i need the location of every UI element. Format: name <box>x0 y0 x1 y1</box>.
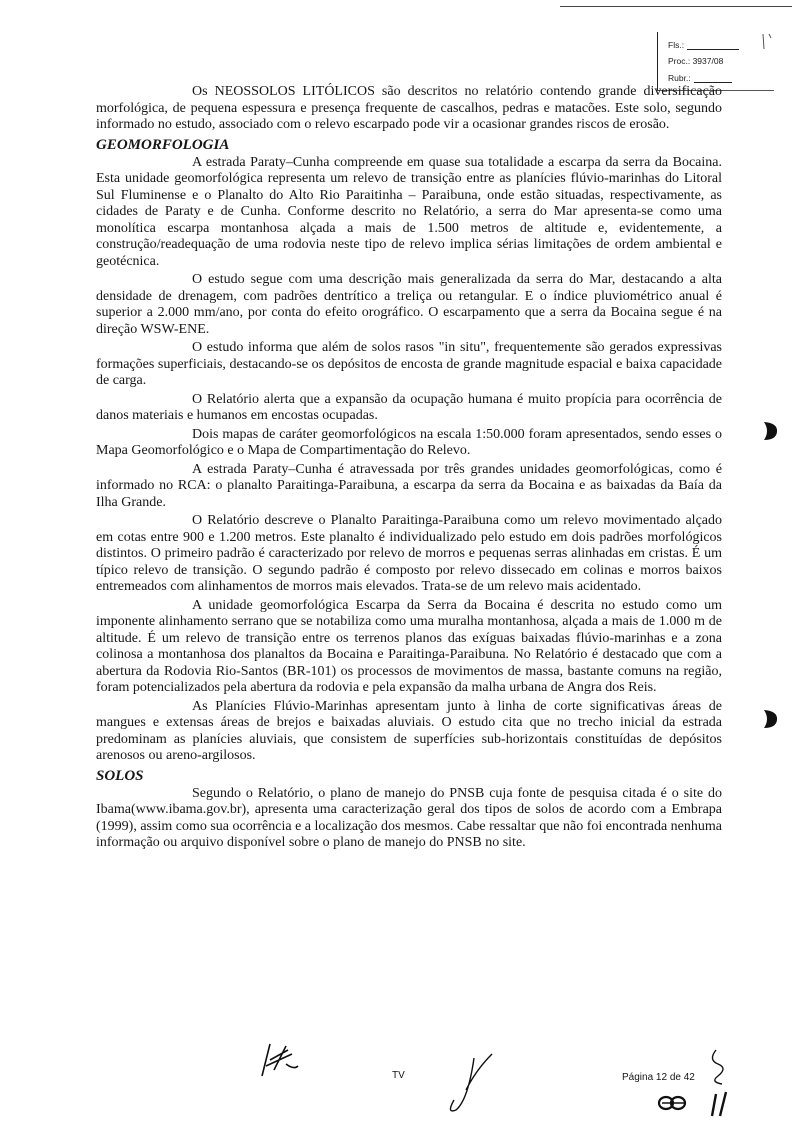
stamp-proc-label: Proc.: <box>668 56 691 66</box>
page-number: Página 12 de 42 <box>622 1072 695 1083</box>
stamp-fls-row <box>668 40 739 50</box>
footer-initials: TV <box>392 1070 405 1081</box>
stamp-proc-value: 3937/08 <box>692 56 724 66</box>
top-rule <box>560 6 792 7</box>
paragraph-geo-1: A estrada Paraty–Cunha compreende em quase sua totalidade a escarpa da serra da Bocaina. Esta unidade geomorfológica representa um relevo de transição entre as planícies flúvio-marinhas do Litoral Sul Fluminense e o Planalto do Alto Rio Paraitinha – Paraibuna, onde estão situadas, respectivamente, as cidades de Paraty e de Cunha. Conforme descrito no Relatório, a serra do Mar apresenta-se como uma monolítica escarpa montanhosa alçada a mais de 1.500 metros de altitude e, evidentemente, a construção/readequação de uma rodovia neste tipo de relevo implica sérias limitações de ordem ambiental e geotécnica. <box>96 154 722 269</box>
paragraph-geo-4: O Relatório alerta que a expansão da ocupação humana é muito propícia para ocorrência de danos materiais e humanos em encostas ocupadas. <box>96 391 722 423</box>
paragraph-geo-6: A estrada Paraty–Cunha é atravessada por três grandes unidades geomorfológicas, como é informado no RCA: o planalto Paraitinga-Paraibuna, a escarpa da serra da Bocaina e as baixadas da Baía da Ilha Grande. <box>96 461 722 510</box>
section-heading-solos: SOLOS <box>96 767 144 784</box>
initials-signature <box>256 1040 300 1080</box>
stamp-fls-label: Fls.: <box>668 40 685 50</box>
margin-signature <box>704 1046 734 1120</box>
punch-hole-icon <box>760 708 780 730</box>
paragraph-geo-2: O estudo segue com uma descrição mais generalizada da serra do Mar, destacando a alta densidade de drenagem, com padrões dentrítico a treliça ou retangular. E o índice pluviométrico anual é superior a 2.000 mm/ano, por conta do efeito orográfico. O escarpamento que a serra da Bocaina segue é na direção WSW-ENE. <box>96 272 722 337</box>
corner-mark <box>760 32 774 52</box>
paragraph-solos-1: Segundo o Relatório, o plano de manejo do PNSB cuja fonte de pesquisa citada é o site do Ibama(www.ibama.gov.br), apresenta uma caracterização geral dos tipos de solos de acordo com a Embrapa (1999), assim como sua ocorrência e a localização dos mesmos. Cabe ressaltar que não foi encontrada nenhuma informação ou arquivo disponível sobre o plano de manejo do PNSB no site. <box>96 785 722 850</box>
stamp-rubr-line <box>694 82 732 83</box>
paragraph-geo-7: O Relatório descreve o Planalto Paraitinga-Paraibuna como um relevo movimentado alçado em cotas entre 900 e 1.200 metros. Este planalto é individualizado pelo estudo em dois padrões morfológicos distintos. O primeiro padrão é caracterizado por relevo de morros e pequenas serras alinhadas em cristas. É um típico relevo de transição. O segundo padrão é composto por relevo dissecado em colinas e morros baixos entremeados com alinhamentos de morros mais elevados. Trata-se de um relevo mais acidentado. <box>96 513 722 594</box>
stamp-rubr-row <box>668 73 732 83</box>
punch-hole-icon <box>760 420 780 442</box>
stamp-rubr-label: Rubr.: <box>668 73 691 83</box>
paragraph-geo-8: A unidade geomorfológica Escarpa da Serra da Bocaina é descrita no estudo como um imponente alinhamento serrano que se notabiliza como uma muralha montanhosa, alçada a mais de 1.000 m de altitude. É um relevo de transição entre os terrenos planos das exíguas baixadas flúvio-marinhas e a zona colinosa a montanhosa dos planaltos da Bocaina e Paraitinga-Paraibuna. No Relatório é destacado que com a abertura da Rodovia Rio-Santos (BR-101) os processos de movimentos de massa, bastante comuns na região, foram potencializados pela abertura da rodovia e pela expansão da malha urbana de Angra dos Reis. <box>96 597 722 695</box>
paragraph-geo-5: Dois mapas de caráter geomorfológicos na escala 1:50.000 foram apresentados, sendo esses o Mapa Geomorfológico e o Mapa de Compartimentação do Relevo. <box>96 426 722 458</box>
page-body <box>96 84 722 854</box>
section-heading-geomorfologia: GEOMORFOLOGIA <box>96 136 230 153</box>
handwritten-signature <box>446 1050 496 1116</box>
rubric-mark <box>656 1092 690 1114</box>
paragraph-geo-9: As Planícies Flúvio-Marinhas apresentam junto à linha de corte significativas áreas de mangues e extensas áreas de brejos e baixadas aluviais. O estudo cita que no trecho inicial da estrada predominam as planícies aluviais, que consistem de superfícies sub-horizontais constituídas de depósitos arenosos ou areno-argilosos. <box>96 698 722 763</box>
stamp-proc-row <box>668 56 723 66</box>
paragraph-geo-3: O estudo informa que além de solos rasos "in situ", frequentemente são gerados expressivas formações superficiais, destacando-se os depósitos de encosta de grande magnitude espacial e baixa capacidade de carga. <box>96 340 722 388</box>
paragraph-intro: Os NEOSSOLOS LITÓLICOS são descritos no relatório contendo grande diversificação morfológica, de pequena espessura e presença frequente de cascalhos, pedras e matacões. Este solo, segundo informado no estudo, associado com o relevo escarpado pode vir a ocasionar grandes riscos de erosão. <box>96 84 722 132</box>
protocol-stamp <box>657 32 774 91</box>
stamp-fls-line <box>687 49 739 50</box>
